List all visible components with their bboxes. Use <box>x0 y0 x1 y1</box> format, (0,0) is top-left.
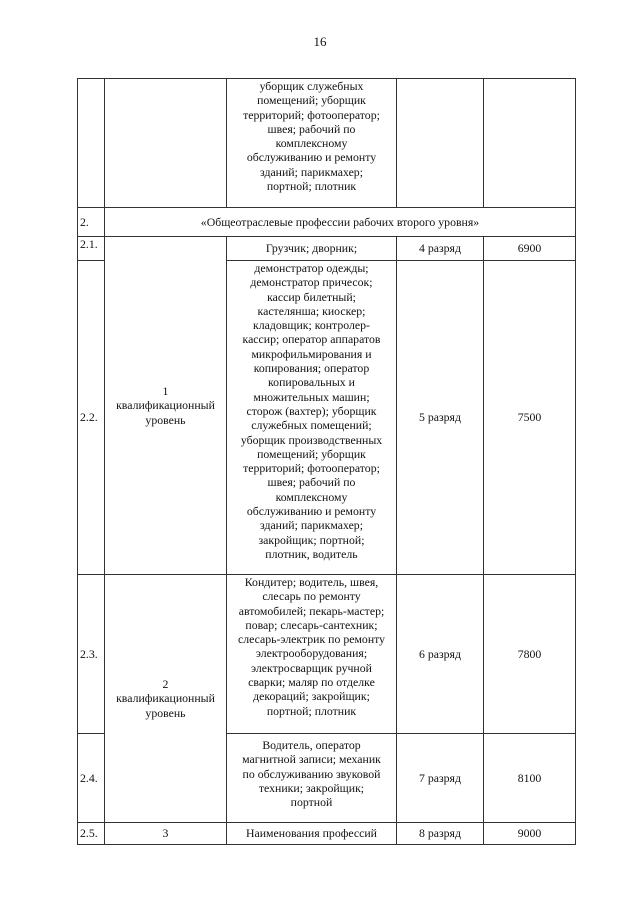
section-number: 2. <box>78 208 105 237</box>
qualification-level-cell <box>105 575 227 823</box>
profession-line: микрофильмирования и <box>251 346 372 361</box>
salary-cell: 8100 <box>484 734 576 823</box>
profession-line: служебных помещений; <box>251 418 372 433</box>
row-number-cell: 2.3. <box>78 575 105 734</box>
profession-line: уборщик производственных <box>240 432 383 447</box>
salary-cell <box>484 79 576 208</box>
level-text: квалификационный <box>116 398 215 413</box>
profession-line: техники; закройщик; <box>258 780 365 795</box>
profession-line: кладовщик; контролер- <box>253 318 370 333</box>
profession-line: кассир; оператор аппаратов <box>242 332 381 347</box>
profession-line: комплексному <box>275 136 348 151</box>
profession-line: Водитель, оператор <box>262 738 361 752</box>
level-text: квалификационный <box>116 691 215 706</box>
profession-line: по обслуживанию звуковой <box>242 766 381 781</box>
profession-line: плотник, водитель <box>265 546 358 561</box>
profession-line: портной; плотник <box>266 179 357 194</box>
table-row <box>78 79 576 208</box>
row-number-cell: 2.2. <box>78 261 105 575</box>
level-number: 1 <box>162 384 169 399</box>
profession-line: кассир билетный; <box>267 289 356 304</box>
row-number-cell <box>78 79 105 208</box>
grade-cell: 8 разряд <box>397 823 484 845</box>
salary-cell: 7800 <box>484 575 576 734</box>
professions-cell <box>227 575 397 734</box>
profession-line: слесарь по ремонту <box>262 589 361 604</box>
profession-line: сварки; маляр по отделке <box>248 675 375 690</box>
level-text: уровень <box>145 705 186 720</box>
professions-cell <box>227 79 397 208</box>
profession-line: комплексному <box>275 489 348 504</box>
row-number-cell: 2.4. <box>78 734 105 823</box>
profession-line: закройщик; портной; <box>258 532 365 547</box>
profession-line: территорий; фотооператор; <box>243 461 380 476</box>
profession-line: демонстратор одежды; <box>254 261 369 275</box>
level-text: уровень <box>145 412 186 427</box>
profession-line: сторож (вахтер); уборщик <box>246 403 377 418</box>
profession-line: швея; рабочий по <box>267 121 356 136</box>
profession-line: портной; плотник <box>266 703 357 718</box>
qualification-level-cell: 3 <box>105 823 227 845</box>
profession-line: множительных машин; <box>253 389 370 404</box>
professions-cell <box>227 734 397 823</box>
section-title: «Общеотраслевые профессии рабочих второго уровня» <box>105 208 576 237</box>
profession-line: электрооборудования; <box>255 646 368 661</box>
grade-cell: 6 разряд <box>397 575 484 734</box>
profession-line: слесарь-электрик по ремонту <box>237 632 386 647</box>
professions-cell <box>227 261 397 575</box>
salary-cell: 9000 <box>484 823 576 845</box>
profession-line: помещений; уборщик <box>257 93 366 108</box>
profession-line: территорий; фотооператор; <box>243 107 380 122</box>
profession-line: уборщик служебных <box>259 79 364 93</box>
salary-cell: 6900 <box>484 237 576 261</box>
profession-line: обслуживанию и ремонту <box>246 150 377 165</box>
row-number-cell: 2.5. <box>78 823 105 845</box>
level-number: 2 <box>162 677 169 692</box>
profession-line: магнитной записи; механик <box>242 752 381 767</box>
table-row <box>78 237 576 261</box>
professions-cell: Грузчик; дворник; <box>227 237 397 261</box>
profession-line: демонстратор причесок; <box>250 275 373 290</box>
grade-cell: 4 разряд <box>397 237 484 261</box>
profession-line: швея; рабочий по <box>267 475 356 490</box>
table-row <box>78 575 576 734</box>
profession-line: обслуживанию и ремонту <box>246 504 377 519</box>
profession-line: Кондитер; водитель, швея, <box>244 575 379 589</box>
table-row <box>78 823 576 845</box>
qualification-level-cell <box>105 237 227 575</box>
salary-cell: 7500 <box>484 261 576 575</box>
profession-line: копировальных и <box>268 375 355 390</box>
grade-cell: 5 разряд <box>397 261 484 575</box>
profession-line: копирования; оператор <box>253 361 370 376</box>
profession-line: зданий; парикмахер; <box>260 164 363 179</box>
grade-cell: 7 разряд <box>397 734 484 823</box>
professions-cell: Наименования профессий <box>227 823 397 845</box>
profession-line: зданий; парикмахер; <box>260 518 363 533</box>
profession-line: помещений; уборщик <box>257 446 366 461</box>
page-number: 16 <box>313 34 327 49</box>
profession-line: декораций; закройщик; <box>253 689 370 704</box>
profession-line: электросварщик ручной <box>251 660 372 675</box>
qualification-level-cell <box>105 79 227 208</box>
row-number-cell: 2.1. <box>78 237 105 261</box>
profession-line: повар; слесарь-сантехник; <box>245 617 378 632</box>
profession-line: портной <box>290 795 333 810</box>
grade-cell <box>397 79 484 208</box>
profession-line: автомобилей; пекарь-мастер; <box>238 603 385 618</box>
profession-line: кастелянша; киоскер; <box>257 303 366 318</box>
salary-table <box>77 78 576 845</box>
section-row <box>78 208 576 237</box>
